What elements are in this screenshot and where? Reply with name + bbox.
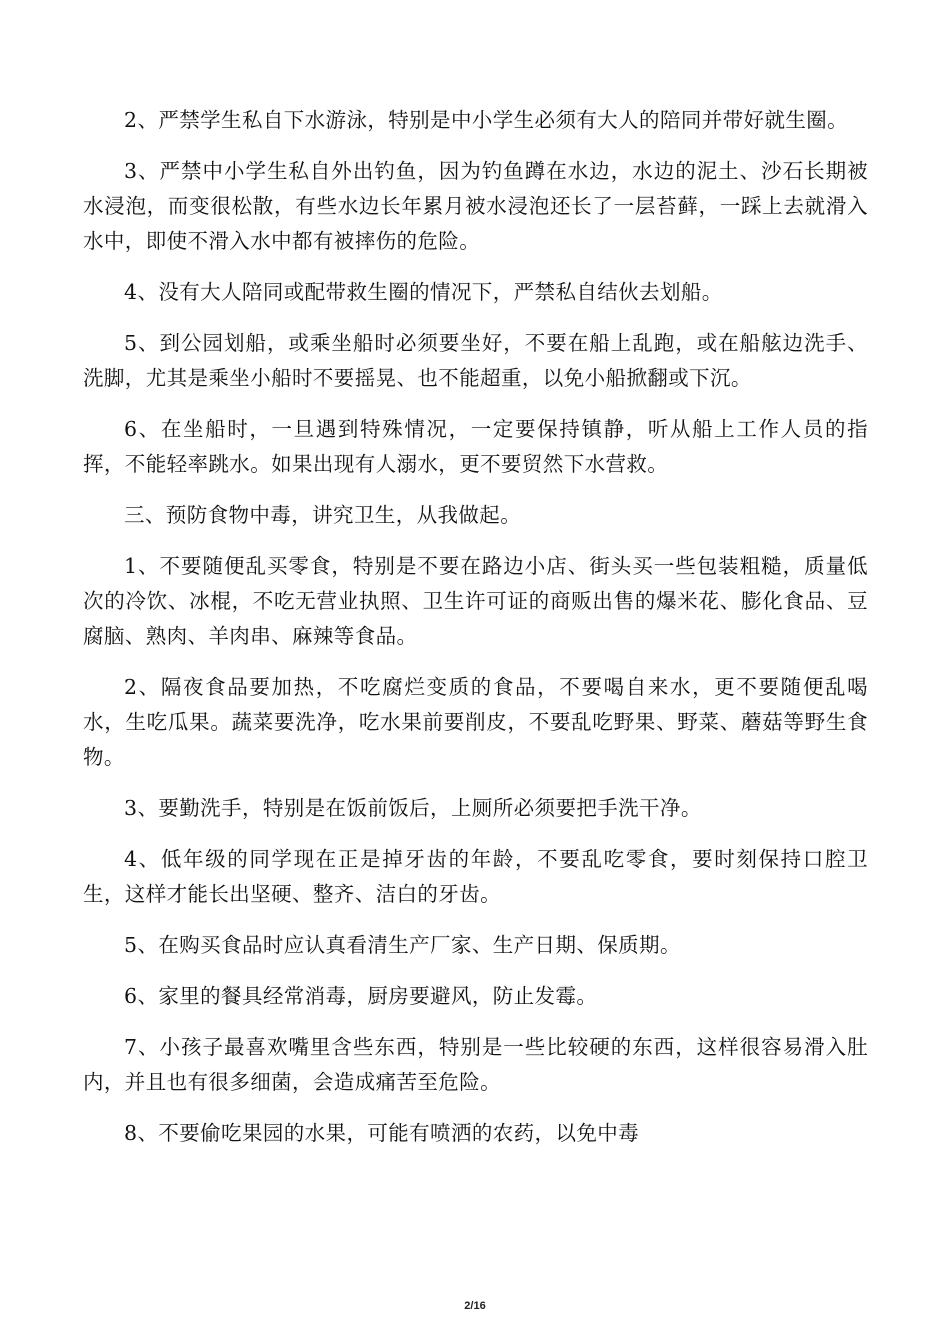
- paragraph-food-safety-5: 5、在购买食品时应认真看清生产厂家、生产日期、保质期。: [124, 933, 681, 957]
- paragraph-food-safety-1: 1、不要随便乱买零食，特别是不要在路边小店、街头买一些包装粗糙，质量低次的冷饮、冰棍，不吃无营业执照、卫生许可证的商贩出售的爆米花、膨化食品、豆腐脑、熟肉、羊肉串、麻辣等食品。: [83, 554, 868, 648]
- paragraph-water-safety-5: 5、到公园划船，或乘坐船时必须要坐好，不要在船上乱跑，或在船舷边洗手、洗脚，尤其是乘坐小船时不要摇晃、也不能超重，以免小船掀翻或下沉。: [83, 331, 868, 390]
- paragraph-water-safety-3: 3、严禁中小学生私自外出钓鱼，因为钓鱼蹲在水边，水边的泥土、沙石长期被水浸泡，而变很松散，有些水边长年累月被水浸泡还长了一层苔藓，一踩上去就滑入水中，即使不滑入水中都有被摔伤的危险。: [83, 159, 868, 253]
- paragraph-food-safety-7: 7、小孩子最喜欢嘴里含些东西，特别是一些比较硬的东西，这样很容易滑入肚内，并且也有很多细菌，会造成痛苦至危险。: [83, 1035, 868, 1094]
- page-number: 2/16: [464, 1300, 486, 1312]
- paragraph-food-safety-3: 3、要勤洗手，特别是在饭前饭后，上厕所必须要把手洗干净。: [124, 796, 702, 820]
- paragraph-water-safety-6: 6、在坐船时，一旦遇到特殊情况，一定要保持镇静，听从船上工作人员的指挥，不能轻率跳水。如果出现有人溺水，更不要贸然下水营救。: [83, 417, 868, 476]
- paragraph-food-safety-6: 6、家里的餐具经常消毒，厨房要避风，防止发霉。: [124, 984, 598, 1008]
- paragraph-water-safety-4: 4、没有大人陪同或配带救生圈的情况下，严禁私自结伙去划船。: [124, 280, 723, 304]
- document-body: [83, 103, 868, 1167]
- paragraph-water-safety-2: 2、严禁学生私自下水游泳，特别是中小学生必须有大人的陪同并带好就生圈。: [124, 108, 849, 132]
- paragraph-food-safety-4: 4、低年级的同学现在正是掉牙齿的年龄，不要乱吃零食，要时刻保持口腔卫生，这样才能长出坚硬、整齐、洁白的牙齿。: [83, 847, 868, 906]
- section-heading-food-safety: 三、预防食物中毒，讲究卫生，从我做起。: [124, 503, 522, 527]
- paragraph-food-safety-2: 2、隔夜食品要加热，不吃腐烂变质的食品，不要喝自来水，更不要随便乱喝水，生吃瓜果。蔬菜要洗净，吃水果前要削皮，不要乱吃野果、野菜、蘑菇等野生食物。: [83, 675, 868, 769]
- paragraph-food-safety-8: 8、不要偷吃果园的水果，可能有喷洒的农药，以免中毒: [124, 1121, 640, 1145]
